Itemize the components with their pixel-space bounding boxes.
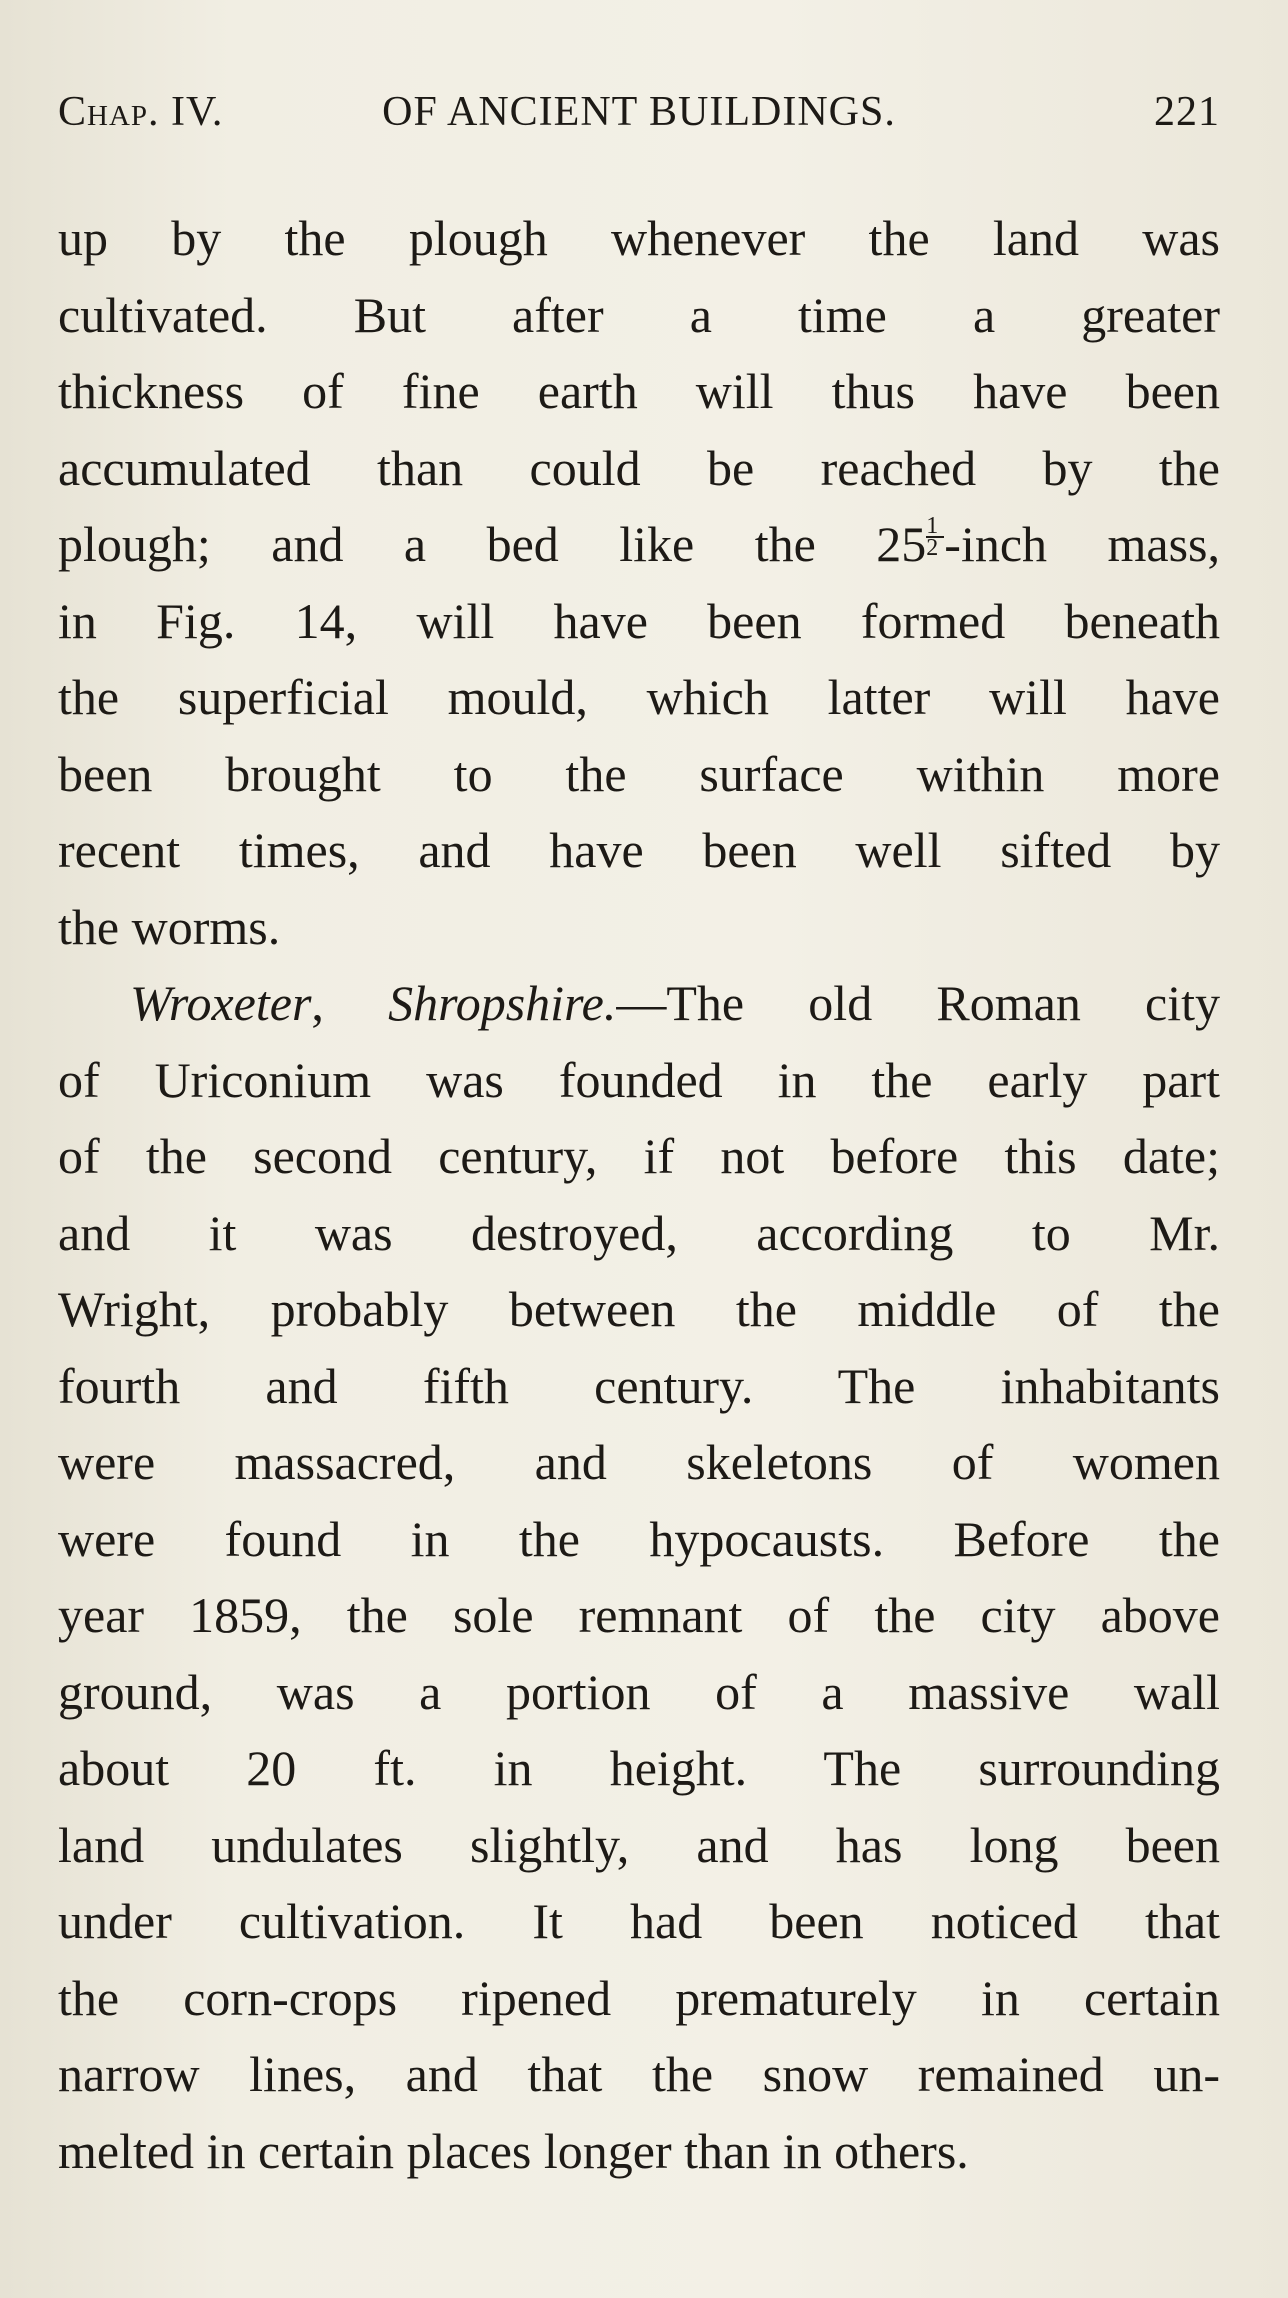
section-heading-line: [58, 965, 1220, 1042]
text-fragment: -inch mass,: [944, 516, 1221, 572]
place-name: Wroxeter: [130, 975, 312, 1031]
text-fragment: —The old Roman city: [616, 975, 1220, 1031]
text-line: narrow lines, and that the snow remained un-: [58, 2046, 1220, 2102]
body-text: [58, 200, 1220, 2189]
paragraph-end-line: melted in certain places longer than in others.: [58, 2122, 969, 2179]
text-line: year 1859, the sole remnant of the city above: [58, 1587, 1220, 1643]
text-line: in Fig. 14, will have been formed beneath: [58, 592, 1220, 649]
text-line-with-fraction: [58, 506, 1220, 583]
fraction: [926, 513, 944, 561]
text-line: Wright, probably between the middle of the: [58, 1281, 1220, 1337]
text-line: were found in the hypocausts. Before the: [58, 1510, 1220, 1567]
text-line: thickness of fine earth will thus have been: [58, 363, 1220, 419]
text-fragment: plough; and a bed like the 25: [58, 516, 927, 572]
fraction-denominator: 2: [926, 535, 939, 561]
chapter-label: Chap. IV.: [58, 89, 224, 135]
text-fragment: ,: [311, 975, 389, 1031]
running-header: [58, 82, 1220, 142]
text-line: been brought to the surface within more: [58, 745, 1220, 802]
text-line: and it was destroyed, according to Mr.: [58, 1204, 1220, 1261]
fraction-numerator: 1: [926, 516, 944, 538]
text-line: about 20 ft. in height. The surrounding: [58, 1740, 1220, 1796]
text-line: ground, was a portion of a massive wall: [58, 1663, 1220, 1720]
text-line: accumulated than could be reached by the: [58, 439, 1220, 496]
paragraph-end-line: the worms.: [58, 898, 281, 955]
text-line: of the second century, if not before this date;: [58, 1128, 1220, 1184]
header-title: OF ANCIENT BUILDINGS.: [382, 89, 896, 135]
text-line: the corn-crops ripened prematurely in certain: [58, 1969, 1220, 2026]
page-number: 221: [1154, 89, 1220, 135]
county-name: Shropshire.: [388, 975, 617, 1031]
text-line: the superficial mould, which latter will have: [58, 669, 1220, 725]
text-line: up by the plough whenever the land was: [58, 210, 1220, 266]
text-line: fourth and fifth century. The inhabitants: [58, 1357, 1220, 1414]
text-line: land undulates slightly, and has long been: [58, 1816, 1220, 1873]
text-line: under cultivation. It had been noticed that: [58, 1893, 1220, 1949]
text-line: of Uriconium was founded in the early part: [58, 1051, 1220, 1108]
text-line: recent times, and have been well sifted by: [58, 822, 1220, 878]
text-line: were massacred, and skeletons of women: [58, 1434, 1220, 1490]
text-line: cultivated. But after a time a greater: [58, 286, 1220, 343]
